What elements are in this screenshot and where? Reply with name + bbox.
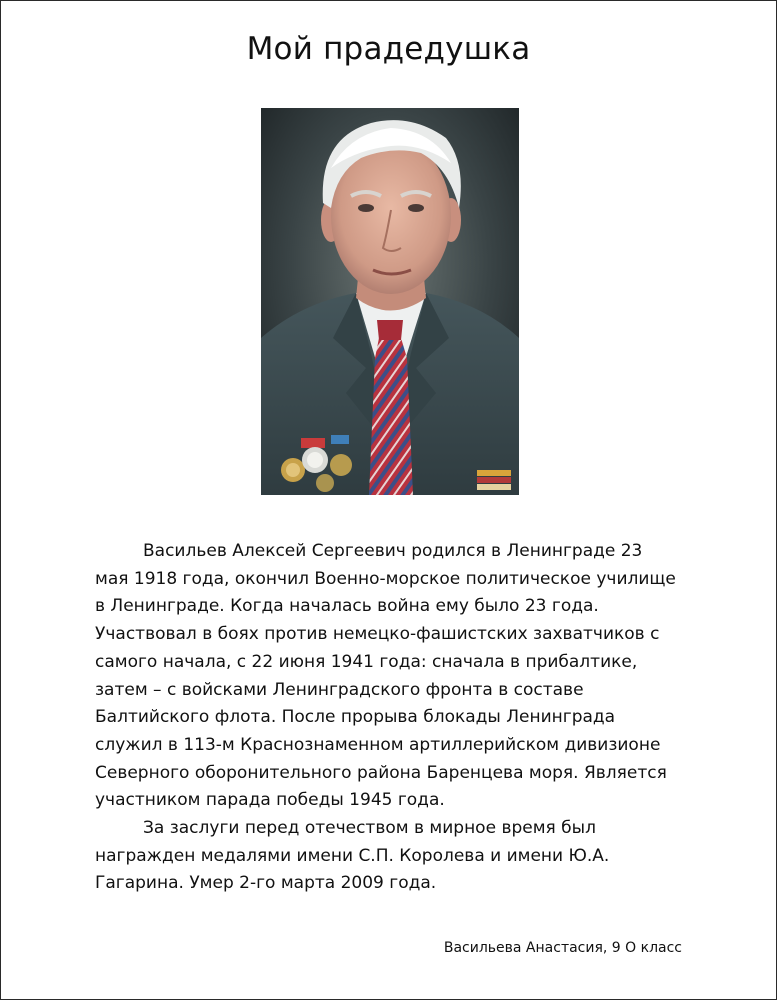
text-line: За заслуги перед отечеством в мирное время был [143, 818, 596, 839]
text-line: мая 1918 года, окончил Военно-морское политическое училище [95, 568, 676, 589]
text-line: в Ленинграде. Когда началась война ему было 23 года. [95, 596, 599, 617]
text-line: Васильев Алексей Сергеевич родился в Ленинграде 23 [143, 541, 643, 561]
text-line: самого начала, с 22 июня 1941 года: сначала в прибалтике, [95, 651, 638, 672]
biography-paragraph-2 [95, 815, 695, 898]
author-signature: Васильева Анастасия, 9 О класс [443, 940, 682, 956]
text-line: затем – с войсками Ленинградского фронта в составе [95, 679, 584, 700]
text-line: служил в 113-м Краснознаменном артиллерийском дивизионе [95, 734, 661, 755]
page-title: Мой прадедушка [246, 31, 531, 67]
text-line: Участвовал в боях против немецко-фашистских захватчиков с [95, 624, 660, 645]
portrait-photo [261, 108, 519, 495]
biography-text [95, 538, 695, 898]
text-line: Гагарина. Умер 2-го марта 2009 года. [95, 873, 437, 894]
text-line: Балтийского флота. После прорыва блокады Ленинграда [95, 707, 616, 728]
text-line: участником парада победы 1945 года. [95, 790, 445, 811]
text-line: Северного оборонительного района Баренцева моря. Является [95, 762, 667, 783]
portrait-image [261, 108, 519, 495]
text-line: награжден медалями имени С.П. Королева и имени Ю.А. [95, 845, 610, 866]
biography-paragraph-1 [95, 538, 695, 815]
